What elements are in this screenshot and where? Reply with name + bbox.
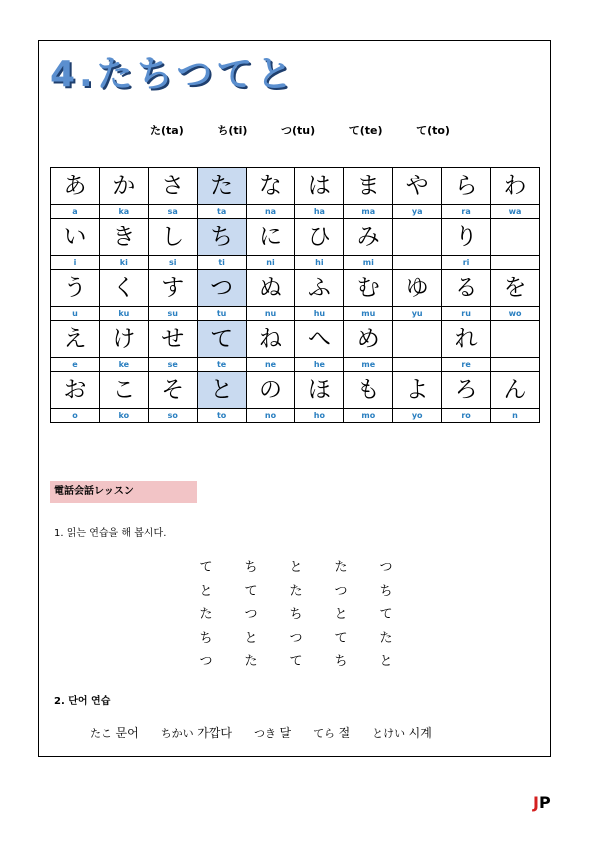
logo-p: P [538,793,551,812]
kana-cell: え [51,321,100,358]
romaji-cell: i [51,256,100,270]
word-kana: たこ [90,727,116,740]
kana-row [51,321,540,358]
kana-cell: ろ [442,372,491,409]
practice-char: と [379,654,393,669]
lesson-title: 電話会話レッスン [50,481,197,503]
kana-cell: ま [344,168,393,205]
romaji-cell: re [442,358,491,372]
practice-char: た [199,607,213,622]
kana-row [51,168,540,205]
kana-cell: む [344,270,393,307]
romaji-cell: hi [295,256,344,270]
romaji-cell: ya [393,205,442,219]
kana-cell: た [197,168,246,205]
romaji-cell: tu [197,307,246,321]
kana-cell: お [51,372,100,409]
romaji-cell: ru [442,307,491,321]
kana-cell: り [442,219,491,256]
romaji-row [51,205,540,219]
kana-cell: く [99,270,148,307]
word-meaning: 달 [279,726,292,740]
kana-cell: み [344,219,393,256]
romaji-row [51,307,540,321]
kana-row [51,372,540,409]
word-meaning: 가깝다 [197,726,232,740]
kana-cell: い [51,219,100,256]
romaji-cell: si [148,256,197,270]
romaji-cell: ra [442,205,491,219]
kana-cell: さ [148,168,197,205]
practice-row [196,556,396,580]
reading-2: つ(tu) [281,124,316,137]
word-item [161,724,232,741]
kana-cell: な [246,168,295,205]
kana-cell: か [99,168,148,205]
practice-char: た [289,583,303,599]
romaji-cell: mo [344,409,393,423]
kana-cell [393,219,442,256]
romaji-cell: ka [99,205,148,219]
romaji-cell [491,358,540,372]
kana-table [50,167,540,423]
romaji-cell: so [148,409,197,423]
practice-char: ち [379,583,393,599]
romaji-cell: ti [197,256,246,270]
kana-cell: と [197,372,246,409]
practice-row [196,603,396,627]
romaji-cell: yo [393,409,442,423]
question-1: 1. 읽는 연습을 해 봅시다. [54,528,167,539]
kana-cell: の [246,372,295,409]
kana-cell: よ [393,372,442,409]
kana-cell: せ [148,321,197,358]
romaji-cell: no [246,409,295,423]
romaji-cell: yu [393,307,442,321]
kana-row [51,270,540,307]
kana-cell: ら [442,168,491,205]
romaji-row [51,409,540,423]
practice-char: と [199,583,213,599]
kana-cell: ほ [295,372,344,409]
practice-char: て [244,583,258,599]
kana-cell: う [51,270,100,307]
kana-cell: は [295,168,344,205]
word-kana: ちかい [160,727,198,740]
romaji-cell: a [51,205,100,219]
kana-cell: し [148,219,197,256]
kana-cell: を [491,270,540,307]
romaji-cell: se [148,358,197,372]
practice-char: つ [199,654,213,669]
romaji-row [51,256,540,270]
practice-char: と [334,607,348,622]
practice-char: と [289,560,303,575]
word-item [313,724,350,741]
kana-cell: あ [51,168,100,205]
romaji-cell: e [51,358,100,372]
readings-row [150,122,450,138]
kana-cell: そ [148,372,197,409]
kana-cell: へ [295,321,344,358]
kana-row [51,219,540,256]
practice-row [196,650,396,674]
romaji-cell: ro [442,409,491,423]
romaji-cell: su [148,307,197,321]
practice-char: つ [334,583,348,599]
kana-cell [491,321,540,358]
practice-row [196,627,396,651]
question-2: 2. 단어 연습 [54,696,111,707]
romaji-cell: u [51,307,100,321]
romaji-cell: to [197,409,246,423]
romaji-cell: mu [344,307,393,321]
romaji-cell: me [344,358,393,372]
romaji-cell: ho [295,409,344,423]
romaji-cell: ni [246,256,295,270]
kana-cell: す [148,270,197,307]
word-item [254,724,291,741]
romaji-cell: o [51,409,100,423]
word-meaning: 절 [338,726,351,740]
romaji-cell: ne [246,358,295,372]
practice-char: と [244,630,258,646]
kana-cell: ぬ [246,270,295,307]
romaji-cell: ko [99,409,148,423]
kana-cell: め [344,321,393,358]
kana-cell: き [99,219,148,256]
romaji-cell: nu [246,307,295,321]
kana-cell: ふ [295,270,344,307]
romaji-row [51,358,540,372]
romaji-cell: wo [491,307,540,321]
practice-char: て [334,630,348,646]
practice-row [196,580,396,604]
word-kana: とけい [372,727,409,740]
practice-char: つ [289,630,303,646]
page-title: 4.たちつてと [50,54,297,95]
word-kana: てら [313,727,339,740]
romaji-cell: sa [148,205,197,219]
word-item [372,724,432,741]
practice-char: た [379,630,393,646]
romaji-cell: he [295,358,344,372]
kana-cell [491,219,540,256]
practice-char: た [334,560,348,575]
romaji-cell [491,256,540,270]
kana-cell: つ [197,270,246,307]
kana-cell: や [393,168,442,205]
kana-cell: も [344,372,393,409]
kana-cell: る [442,270,491,307]
word-practice-list [90,724,432,741]
practice-char: つ [244,607,258,622]
word-meaning: 시계 [408,726,432,740]
romaji-cell: na [246,205,295,219]
practice-char: て [199,560,213,575]
romaji-cell: wa [491,205,540,219]
romaji-cell: ki [99,256,148,270]
practice-char: つ [379,560,393,575]
kana-cell: わ [491,168,540,205]
romaji-cell: hu [295,307,344,321]
practice-char: て [289,654,303,669]
reading-0: た(ta) [150,124,184,137]
practice-char: ち [244,560,258,575]
romaji-cell: ha [295,205,344,219]
reading-4: て(to) [416,124,450,137]
romaji-cell: te [197,358,246,372]
kana-cell: ゆ [393,270,442,307]
reading-practice-grid [196,556,396,674]
kana-cell: け [99,321,148,358]
word-meaning: 문어 [115,726,139,740]
practice-char: ち [334,654,348,669]
practice-char: て [379,607,393,622]
romaji-cell: ke [99,358,148,372]
logo-j: J [533,793,539,812]
kana-cell: ね [246,321,295,358]
romaji-cell: ma [344,205,393,219]
practice-char: ち [199,630,213,646]
reading-1: ち(ti) [217,124,248,137]
romaji-cell: ta [197,205,246,219]
kana-cell: ん [491,372,540,409]
kana-cell: れ [442,321,491,358]
reading-3: て(te) [348,124,383,137]
kana-cell: ち [197,219,246,256]
practice-char: た [244,654,258,669]
jp-logo [533,793,551,812]
romaji-cell: n [491,409,540,423]
romaji-cell: mi [344,256,393,270]
word-item [90,724,139,741]
romaji-cell: ku [99,307,148,321]
kana-cell: こ [99,372,148,409]
kana-cell: て [197,321,246,358]
kana-cell [393,321,442,358]
kana-cell: に [246,219,295,256]
romaji-cell: ri [442,256,491,270]
romaji-cell [393,256,442,270]
word-kana: つき [253,727,280,740]
practice-char: ち [289,607,303,622]
kana-cell: ひ [295,219,344,256]
romaji-cell [393,358,442,372]
